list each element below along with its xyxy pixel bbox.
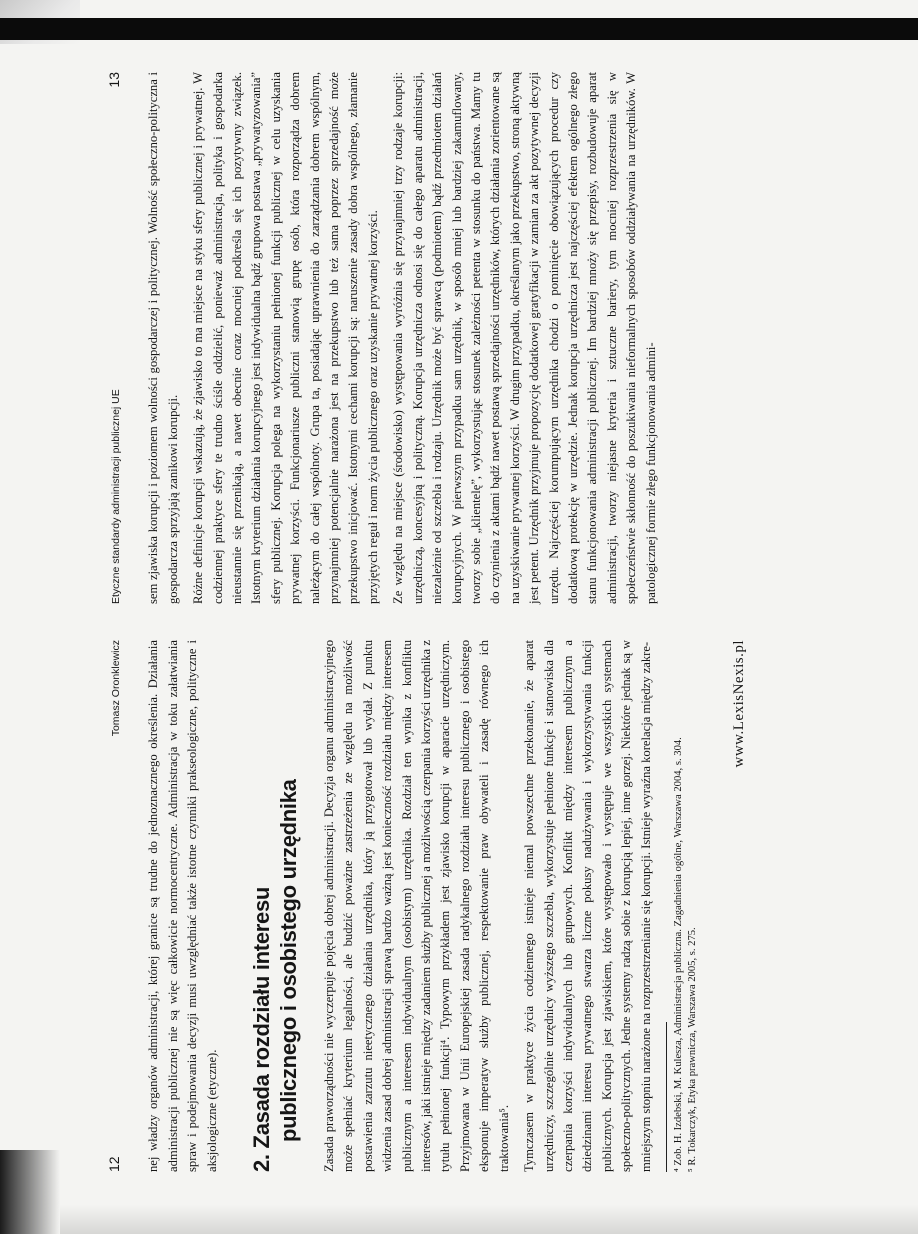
section-title-line-2: publicznego i osobistego urzędnika xyxy=(276,779,302,1142)
footnote-4: ⁴ Zob. H. Izdebski, M. Kulesza, Administracja publiczna. Zagadnienia ogólne, Warszawa 2004, s. 304. xyxy=(672,737,684,1172)
right-paragraph-2: Różne definicje korupcji wskazują, że zjawisko to ma miejsce na styku sfery publicznej i prywatnej. W codziennej praktyce sfery te trudno ściśle oddzielić, ponieważ administracja, polityka i gospodarka nieustannie się przenikają, a nawet obecnie coraz mocniej podkreśla się ich pozytywny związek. Istotnym kryterium działania korupcyjnego jest indywidualna bądź grupowa postawa „prywatyzowania” sfery publicznej. Korupcja polega na wykorzystaniu pełnionej funkcji publicznej w celu uzyskania prywatnej korzyści. Funkcjonariusze publiczni stanowią grupę osób, która rozporządza dobrem należącym do całej wspólnoty. Grupa ta, posiadając uprawnienia do zarządzania dobrem wspólnym, przynajmniej potencjalnie narażona jest na przekupstwo lub też sama poprzez sprzedajność może przekupstwo inicjować. Istotnymi cechami korupcji są: naruszenie zasady dobra wspólnego, złamanie przyjętych reguł i norm życia publicznego oraz uzyskanie prywatnej korzyści. xyxy=(191,72,380,604)
scan-bottom-shadow xyxy=(60,1205,918,1234)
right-running-head-title: Etyczne standardy administracji publicznej UE xyxy=(110,389,122,604)
footnote-rule xyxy=(666,1022,667,1172)
scan-binding-shadow xyxy=(0,1150,60,1234)
section-title-line-1: 2. Zasada rozdziału interesu xyxy=(249,886,275,1172)
left-page xyxy=(105,640,865,1172)
left-paragraph-2: Tymczasem w praktyce życia codziennego istnieje niemal powszechne przekonanie, że aparat urzędniczy, szczególnie urzędnicy wyższego szczebla, wykorzystuje pełnione funkcje i stanowiska dla czerpania korzyści indywidualnych lub grupowych. Konflikt między interesem publicznym a dziedzinami interesu prywatnego stwarza liczne pokusy nadużywania i wykorzystywania funkcji publicznych. Korupcja jest zjawiskiem, które występowało i występuje we wszystkich systemach społeczno-politycznych. Jedne systemy radzą sobie z korupcją lepiej, inne gorzej. Niektóre jednak są w mniejszym stopniu narażone na rozprzestrzenianie się korupcji. Istnieje wyraźna korelacja między zakre- xyxy=(522,640,653,1172)
right-paragraph-1: sem zjawiska korupcji i poziomem wolności gospodarczej i politycznej. Wolność społeczno-polityczna i gospodarcza sprzyjają zanikowi korupcji. xyxy=(146,72,180,604)
section-title xyxy=(248,640,302,1172)
footnotes xyxy=(666,640,700,1172)
right-page xyxy=(105,72,865,604)
footnote-5: ⁵ R. Tokarczyk, Etyka prawnicza, Warszawa 2005, s. 275. xyxy=(686,927,698,1172)
left-paragraph-1: Zasada praworządności nie wyczerpuje pojęcia dobrej administracji. Decyzja organu administracyjnego może spełniać kryterium legalności, ale budzić poważne zastrzeżenia ze względu na możliwość postawienia zarzutu nieetycznego działania urzędnika, który ją przygotował lub wydał. Z punktu widzenia zasad dobrej administracji sprawą bardzo ważną jest konieczność rozdziału między interesem publicznym a interesem indywidualnym (osobistym) urzędnika. Rozdział ten wynika z konfliktu interesów, jaki istnieje między zadaniem służby publicznej a możliwością czerpania korzyści urzędnika z tytułu pełnionej funkcji⁴. Typowym przykładem jest zjawisko korupcji w aparacie urzędniczym. Przyjmowana w Unii Europejskiej zasada radykalnego rozdziału interesu publicznego i osobistego eksponuje imperatyw służby publicznej, respektowanie praw obywateli i zasadę równego ich traktowania⁵. xyxy=(322,640,511,1172)
scan-top-edge-bar xyxy=(0,18,918,40)
book-spread xyxy=(105,72,865,1172)
right-page-number: 13 xyxy=(106,72,122,88)
footer-url: www.LexisNexis.pl xyxy=(730,640,747,768)
left-running-head xyxy=(105,640,126,1172)
right-paragraph-3: Ze względu na miejsce (środowisko) występowania wyróżnia się przynajmniej trzy rodzaje korupcji: urzędniczą, koncesyjną i polityczną. Korupcja urzędnicza odnosi się do całego aparatu administracji, niezależnie od szczebla i rodzaju. Urzędnik może być sprawcą (podmiotem) bądź przedmiotem działań korupcyjnych. W pierwszym przypadku sam urzędnik, w sposób mniej lub bardziej zakamuflowany, tworzy sobie „klientelę”, wykorzystując stosunek zależności petenta w stosunku do państwa. Mamy tu do czynienia z aktami bądź nawet postawą sprzedajności urzędników, których działania zorientowane są na uzyskiwanie prywatnej korzyści. W drugim przypadku, określanym jako przekupstwo, stroną aktywną jest petent. Urzędnik przyjmuje propozycję dodatkowej gratyfikacji w zamian za akt pozytywnej decyzji urzędu. Najczęściej korumpującym urzędnika chodzi o pominięcie obowiązujących procedur czy dodatkową protekcję w urzędzie. Jednak korupcja urzędnicza jest najczęściej efektem ogólnego złego stanu funkcjonowania administracji publicznej. Im bardziej mnoży się przepisy, rozbudowuje aparat administracji, tworzy niejasne kryteria i sztuczne bariery, tym mocniej rozprzestrzenia się w społeczeństwie skłonność do poszukiwania nieformalnych sposobów oddziaływania na urzędników. W patologicznej formie złego funkcjonowania admini- xyxy=(391,72,658,604)
left-running-head-author: Tomasz Oronklewicz xyxy=(110,640,122,737)
left-intro-paragraph: nej władzy organów administracji, której granice są trudne do jednoznacznego określenia. Działania administracji publicznej nie są więc całkowicie normocentryczne. Administracja w toku załatwiania spraw i podejmowania decyzji musi uwzględniać także istotne czynniki prakseologiczne, polityczne i aksjologiczne (etyczne). xyxy=(146,640,219,1172)
left-page-number: 12 xyxy=(106,1156,122,1172)
right-running-head xyxy=(105,72,126,604)
